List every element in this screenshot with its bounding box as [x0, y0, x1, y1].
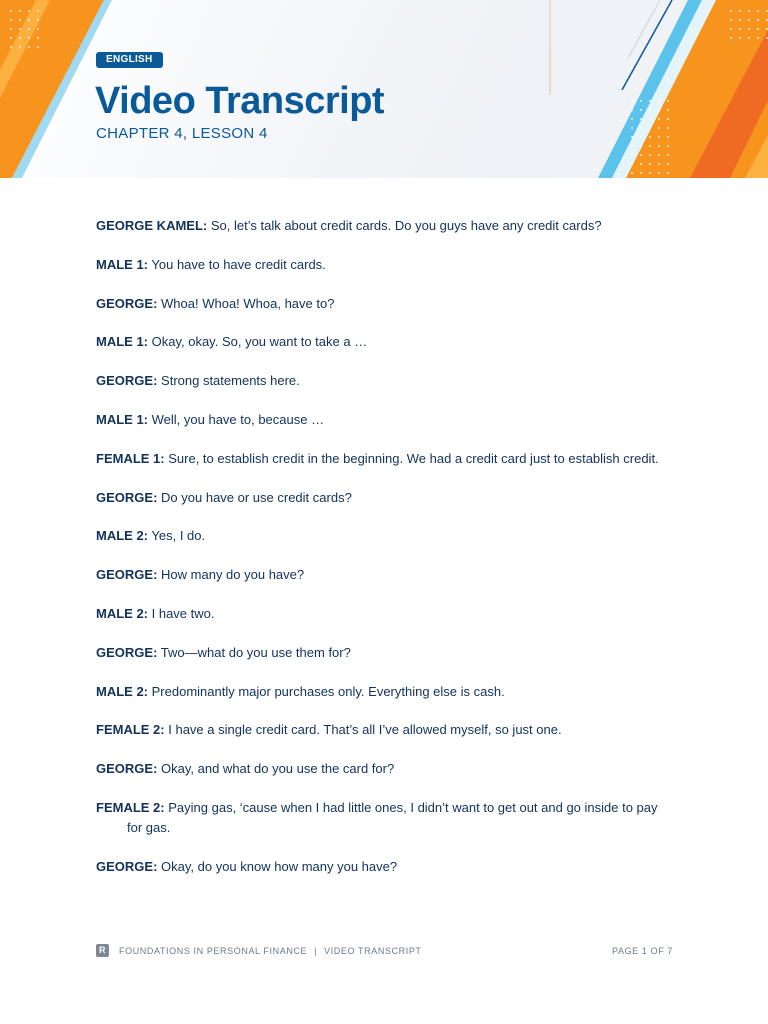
speaker-label: MALE 1: [96, 411, 148, 427]
dialogue-text: I have a single credit card. That’s all I’ve allowed myself, so just one. [168, 722, 562, 738]
speaker-label: MALE 2: [96, 528, 148, 544]
transcript-line [96, 371, 676, 391]
dialogue-text: I have two. [151, 605, 215, 621]
ramsey-logo-icon: R [96, 944, 109, 957]
dialogue-text: Okay, okay. So, you want to take a … [151, 334, 368, 350]
transcript-line [96, 255, 676, 275]
dialogue-text: Two—what do you use them for? [160, 644, 351, 660]
transcript-line [96, 216, 676, 236]
page-title: Video Transcript [95, 80, 385, 122]
dialogue-text: Sure, to establish credit in the beginning. We had a credit card just to establish credit. [168, 450, 659, 466]
header-banner [0, 0, 768, 178]
transcript-line [96, 294, 676, 314]
speaker-label: GEORGE: [96, 644, 158, 660]
dialogue-text: Well, you have to, because … [151, 411, 325, 427]
page-footer [96, 943, 673, 959]
dialogue-text: You have to have credit cards. [151, 256, 326, 272]
chapter-lesson-subtitle: CHAPTER 4, LESSON 4 [96, 125, 268, 142]
footer-separator: | [314, 946, 318, 956]
speaker-label: FEMALE 2: [96, 722, 165, 738]
transcript-line [96, 798, 676, 838]
transcript-line [96, 526, 676, 546]
speaker-label: MALE 1: [96, 334, 148, 350]
speaker-label: GEORGE: [96, 761, 158, 777]
speaker-label: MALE 1: [96, 256, 148, 272]
transcript-line [96, 410, 676, 430]
footer-course-name: FOUNDATIONS IN PERSONAL FINANCE [119, 946, 308, 956]
transcript-body [96, 216, 676, 896]
speaker-label: MALE 2: [96, 605, 148, 621]
transcript-line [96, 604, 676, 624]
speaker-label: GEORGE: [96, 373, 158, 389]
speaker-label: GEORGE: [96, 858, 158, 874]
transcript-line [96, 643, 676, 663]
dialogue-text: How many do you have? [161, 567, 305, 583]
speaker-label: GEORGE: [96, 567, 158, 583]
speaker-label: FEMALE 2: [96, 799, 165, 815]
speaker-label: FEMALE 1: [96, 450, 165, 466]
transcript-line [96, 720, 676, 740]
dialogue-text: Predominantly major purchases only. Everything else is cash. [151, 683, 505, 699]
dialogue-text: So, let’s talk about credit cards. Do you guys have any credit cards? [210, 218, 602, 233]
dialogue-text: Okay, and what do you use the card for? [161, 761, 395, 777]
dialogue-text: Do you have or use credit cards? [161, 489, 352, 505]
language-badge: ENGLISH [96, 52, 163, 68]
dialogue-text: Whoa! Whoa! Whoa, have to? [161, 295, 335, 311]
transcript-line [96, 759, 676, 779]
footer-doc-type: VIDEO TRANSCRIPT [324, 946, 422, 956]
speaker-label: MALE 2: [96, 683, 148, 699]
transcript-line [96, 332, 676, 352]
transcript-line [96, 488, 676, 508]
page-number: PAGE 1 OF 7 [612, 946, 673, 956]
transcript-line [96, 449, 676, 469]
speaker-label: GEORGE: [96, 295, 158, 311]
dialogue-text: Okay, do you know how many you have? [161, 858, 398, 874]
dialogue-text: Paying gas, ‘cause when I had little ones, I didn’t want to get out and go inside to pay for gas. [127, 799, 658, 835]
footer-course-info [119, 944, 422, 958]
speaker-label: GEORGE: [96, 489, 158, 505]
dialogue-text: Strong statements here. [161, 373, 300, 389]
dialogue-text: Yes, I do. [151, 528, 206, 544]
transcript-line [96, 857, 676, 877]
transcript-line [96, 565, 676, 585]
transcript-line [96, 682, 676, 702]
speaker-label: GEORGE KAMEL: [96, 218, 208, 233]
